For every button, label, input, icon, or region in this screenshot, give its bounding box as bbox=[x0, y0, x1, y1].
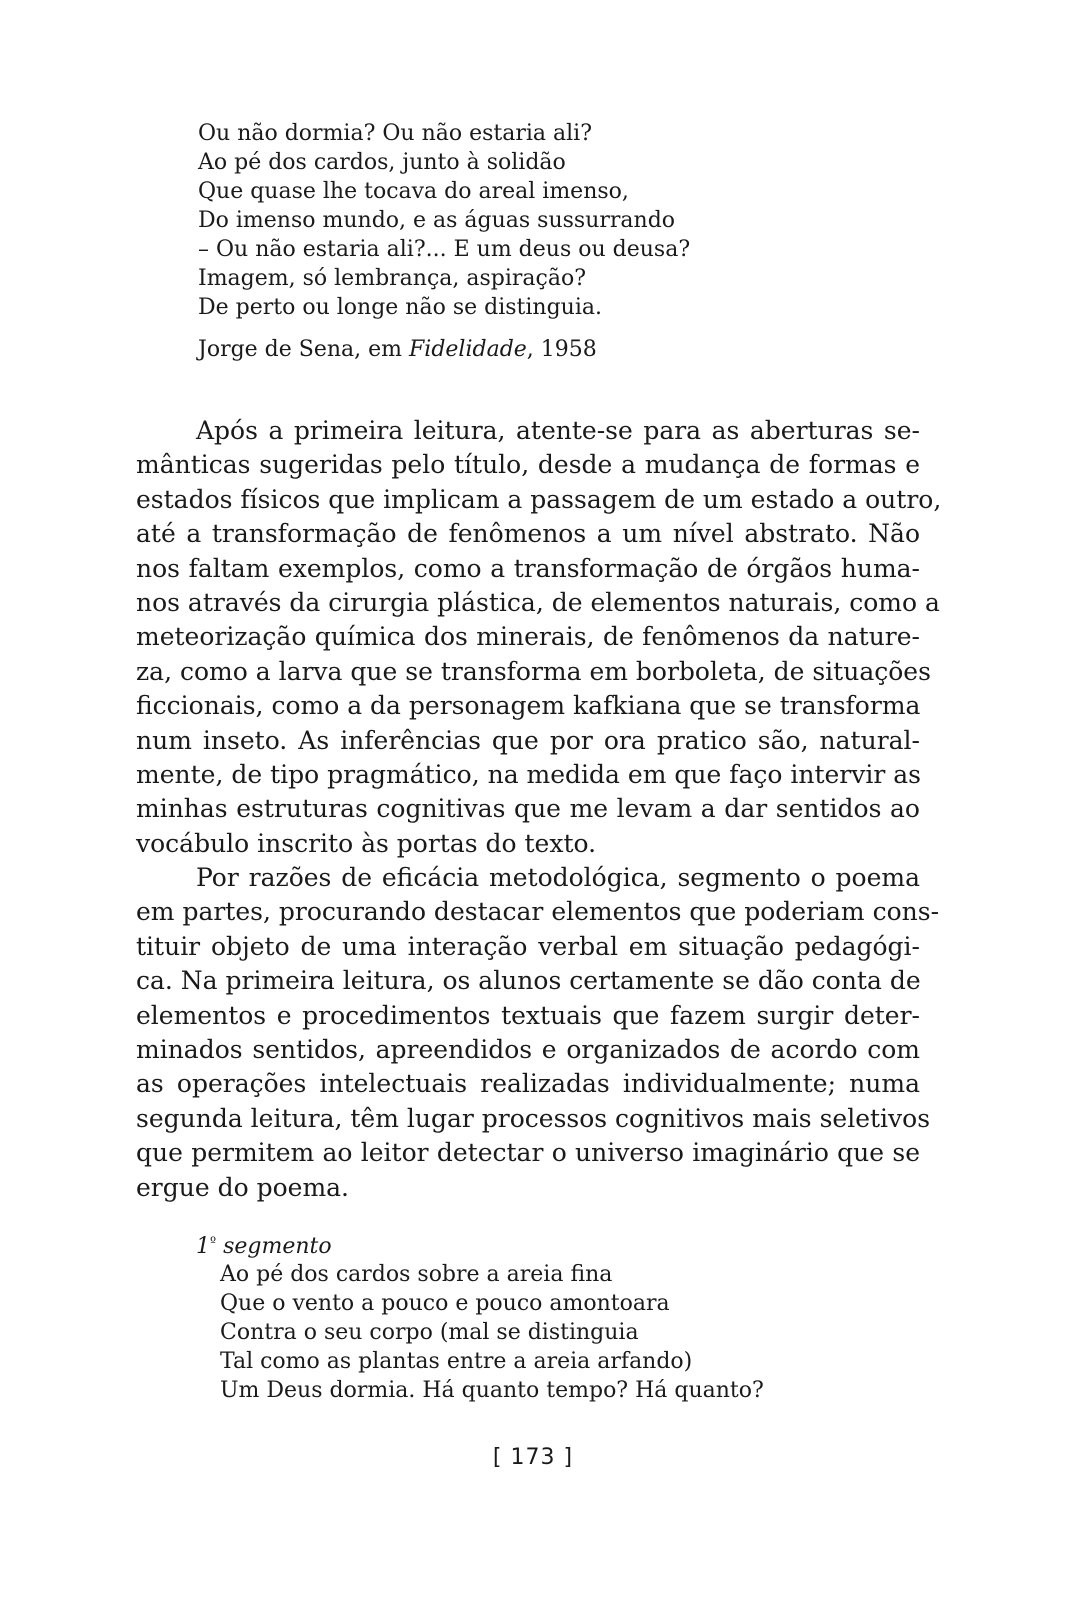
paragraph-line: que permitem ao leitor detectar o universo imaginário que se bbox=[136, 1138, 920, 1168]
paragraph-line: ca. Na primeira leitura, os alunos certamente se dão conta de bbox=[136, 966, 921, 996]
segment-verse: Contra o seu corpo (mal se distinguia bbox=[220, 1320, 639, 1345]
segment-heading bbox=[196, 1228, 896, 1260]
paragraph-line: za, como a larva que se transforma em borboleta, de situações bbox=[136, 656, 931, 686]
paragraph-line: nos faltam exemplos, como a transformação de órgãos huma- bbox=[136, 553, 920, 583]
segment-verse: Um Deus dormia. Há quanto tempo? Há quanto? bbox=[220, 1378, 764, 1403]
paragraph-line: ergue do poema. bbox=[136, 1172, 350, 1202]
poem-verse: Imagem, só lembrança, aspiração? bbox=[198, 266, 587, 291]
body-text bbox=[136, 414, 942, 1205]
paragraph-line: em partes, procurando destacar elementos que poderiam cons- bbox=[136, 897, 940, 927]
poem-verse: Ao pé dos cardos, junto à solidão bbox=[198, 150, 566, 175]
paragraph-line: mânticas sugeridas pelo título, desde a mudança de formas e bbox=[136, 450, 920, 480]
page-number: [ 173 ] bbox=[492, 1445, 574, 1470]
paragraph-line: nos através da cirurgia plástica, de elementos naturais, como a bbox=[136, 587, 940, 617]
segment-ordinal-mark: º bbox=[210, 1235, 217, 1250]
poem-attribution bbox=[198, 335, 918, 364]
paragraph-line: num inseto. As inferências que por ora pratico são, natural- bbox=[136, 725, 920, 755]
attribution-work-title: Fidelidade bbox=[409, 337, 527, 362]
paragraph-line: meteorização química dos minerais, de fenômenos da nature- bbox=[136, 622, 920, 652]
segment-verse: Tal como as plantas entre a areia arfando) bbox=[220, 1349, 693, 1374]
segment-number: 1 bbox=[196, 1234, 210, 1259]
poem-verse: Ou não dormia? Ou não estaria ali? bbox=[198, 121, 593, 146]
paragraph-line: minhas estruturas cognitivas que me levam a dar sentidos ao bbox=[136, 794, 920, 824]
paragraph-line: mente, de tipo pragmático, na medida em que faço intervir as bbox=[136, 759, 921, 789]
paragraph-line: tituir objeto de uma interação verbal em situação pedagógi- bbox=[136, 931, 920, 961]
segment-verse: Que o vento a pouco e pouco amontoara bbox=[220, 1291, 670, 1316]
poem-verse: De perto ou longe não se distinguia. bbox=[198, 295, 602, 320]
segment-verse: Ao pé dos cardos sobre a areia fina bbox=[220, 1262, 613, 1287]
paragraph-line: as operações intelectuais realizadas individualmente; numa bbox=[136, 1069, 920, 1099]
paragraph-line: Após a primeira leitura, atente-se para as aberturas se- bbox=[196, 416, 920, 445]
poem-verse: Que quase lhe tocava do areal imenso, bbox=[198, 179, 629, 204]
paragraph-line: minados sentidos, apreendidos e organizados de acordo com bbox=[136, 1035, 920, 1065]
paragraph-line: até a transformação de fenômenos a um nível abstrato. Não bbox=[136, 519, 920, 549]
paragraph-line: elementos e procedimentos textuais que fazem surgir deter- bbox=[136, 1000, 920, 1030]
paragraph-line: Por razões de eficácia metodológica, segmento o poema bbox=[196, 863, 920, 893]
attribution-suffix: , 1958 bbox=[526, 337, 597, 362]
paragraph-line: vocábulo inscrito às portas do texto. bbox=[136, 828, 597, 858]
paragraph-line: segunda leitura, têm lugar processos cognitivos mais seletivos bbox=[136, 1103, 931, 1133]
paragraph-line: ficcionais, como a da personagem kafkiana que se transforma bbox=[136, 691, 921, 721]
attribution-prefix: Jorge de Sena, em bbox=[198, 337, 410, 362]
poem-verse: – Ou não estaria ali?... E um deus ou deusa? bbox=[198, 237, 691, 262]
segment-label: segmento bbox=[216, 1234, 332, 1259]
segment-quote bbox=[196, 1228, 896, 1405]
paragraph-line: estados físicos que implicam a passagem de um estado a outro, bbox=[136, 484, 942, 514]
poem-verse: Do imenso mundo, e as águas sussurrando bbox=[198, 208, 676, 233]
epigraph-poem bbox=[198, 119, 918, 364]
